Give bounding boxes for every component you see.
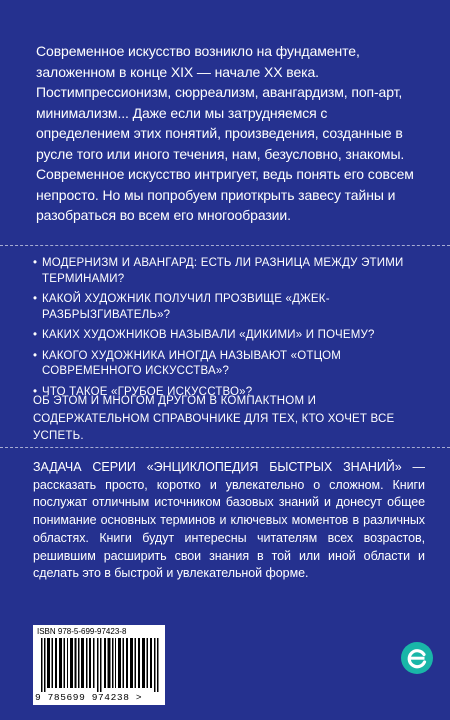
barcode-block bbox=[33, 625, 165, 705]
questions-list bbox=[33, 256, 425, 405]
barcode-digits: 9 785699 974238 > bbox=[35, 692, 143, 703]
question-text: МОДЕРНИЗМ И АВАНГАРД: ЕСТЬ ЛИ РАЗНИЦА МЕЖДУ ЭТИМИ ТЕРМИНАМИ? bbox=[42, 257, 404, 285]
question-item bbox=[33, 292, 425, 323]
question-text: КАКОГО ХУДОЖНИКА ИНОГДА НАЗЫВАЮТ «ОТЦОМ СОВРЕМЕННОГО ИСКУССТВА»? bbox=[42, 349, 341, 377]
question-item bbox=[33, 328, 425, 344]
series-description: ЗАДАЧА СЕРИИ «ЭНЦИКЛОПЕДИЯ БЫСТРЫХ ЗНАНИЙ» — рассказать просто, коротко и увлекательно о сложном. Книги послужат отличным источником базовых знаний и донесут общее понимание основных терминов и ключевых моментов в различных областях. Книги будут интересны читателям всех возрастов, решившим расширить свои знания в той или иной области и сделать это в быстрой и увлекательной форме. bbox=[33, 460, 425, 581]
question-item bbox=[33, 256, 425, 287]
barcode-icon bbox=[41, 638, 159, 692]
publisher-logo-icon bbox=[400, 641, 434, 675]
divider-bottom bbox=[0, 447, 450, 448]
bullet: • bbox=[33, 385, 38, 398]
question-text: ЧТО ТАКОЕ «ГРУБОЕ ИСКУССТВО»? bbox=[42, 385, 253, 398]
bullet: • bbox=[33, 349, 38, 362]
summary-text: ОБ ЭТОМ И МНОГОМ ДРУГОМ В КОМПАКТНОМ И СОДЕРЖАТЕЛЬНОМ СПРАВОЧНИКЕ ДЛЯ ТЕХ, КТО ХОЧЕТ ВСЕ УСПЕТЬ. bbox=[33, 395, 395, 442]
divider-top bbox=[0, 245, 450, 246]
isbn-label: ISBN 978-5-699-97423-8 bbox=[37, 627, 127, 636]
question-text: КАКОЙ ХУДОЖНИК ПОЛУЧИЛ ПРОЗВИЩЕ «ДЖЕК-РАЗБРЫЗГИВАТЕЛЬ»? bbox=[42, 293, 330, 321]
bullet: • bbox=[33, 257, 38, 269]
bullet: • bbox=[33, 329, 38, 341]
question-item bbox=[33, 349, 425, 380]
bullet: • bbox=[33, 293, 38, 305]
intro-paragraph: Современное искусство возникло на фундаменте, заложенном в конце XIX — начале XX века. Постимпрессионизм, сюрреализм, авангардизм, поп-арт, минимализм... Даже если мы затрудняемся с определением этих понятий, произведения, созданные в русле того или иного течения, нам, безусловно, знакомы. Современное искусство интригует, ведь понять его совсем непросто. Но мы попробуем приоткрыть завесу тайны и разобраться во всем его многообразии. bbox=[36, 43, 414, 223]
question-text: КАКИХ ХУДОЖНИКОВ НАЗЫВАЛИ «ДИКИМИ» И ПОЧЕМУ? bbox=[42, 329, 375, 341]
